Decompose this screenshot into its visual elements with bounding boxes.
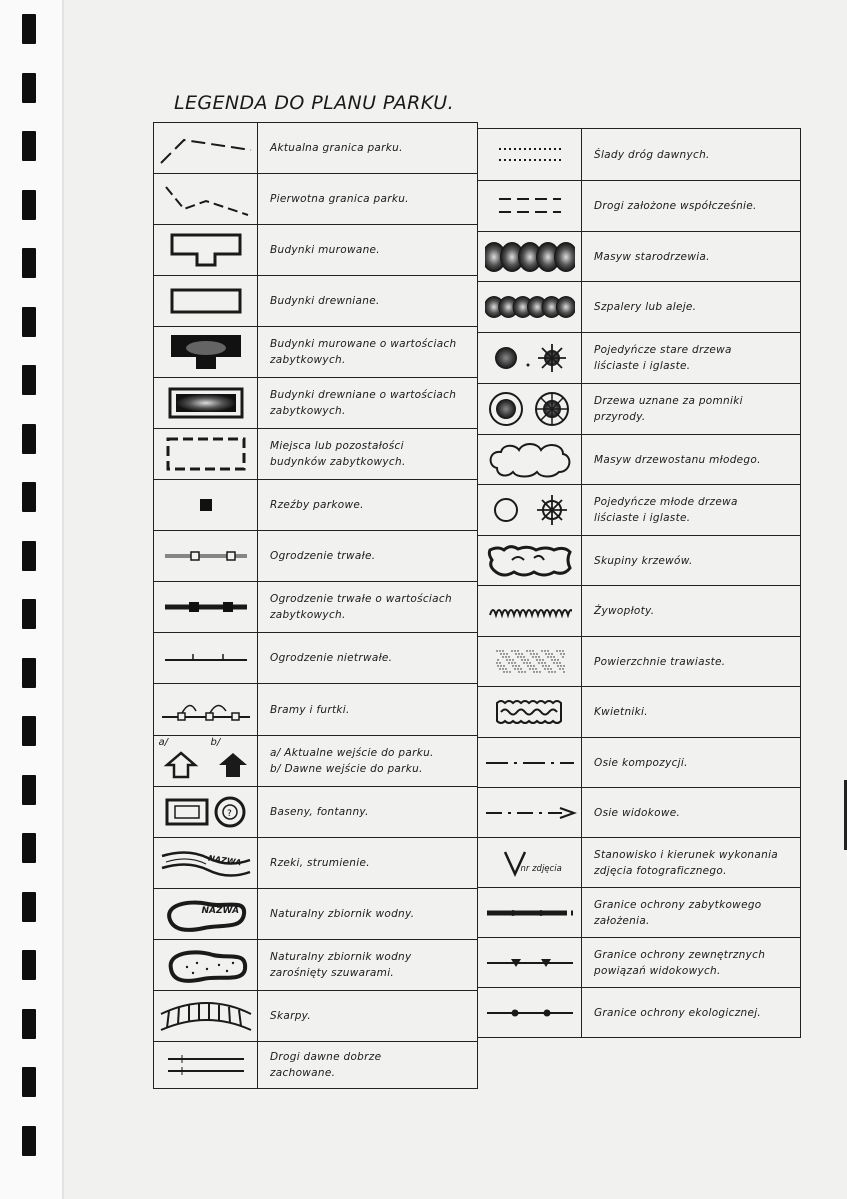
legend-symbol-cell — [153, 224, 258, 276]
legend-label: Pierwotna granica parku. — [270, 193, 409, 205]
legend-label: Granice ochrony ekologicznej. — [594, 1006, 762, 1019]
binding-spine — [0, 0, 63, 1199]
building-filled-icon — [169, 333, 243, 371]
view-axis-icon — [482, 805, 578, 821]
legend-label-cell — [257, 786, 478, 838]
photo-number-tag: nr zdjęcia — [520, 863, 562, 874]
legend-label: Drogi założone współcześnie. — [594, 200, 757, 212]
legend-symbol-cell — [477, 937, 582, 988]
legend-label: Masyw drzewostanu młodego. — [594, 453, 761, 466]
legend-label-cell — [581, 787, 801, 838]
binding-hole — [22, 73, 36, 103]
legend-label: a/ Aktualne wejście do parku. b/ Dawne wejście do parku. — [270, 747, 434, 775]
binding-hole — [22, 1126, 36, 1156]
view-boundary-icon — [483, 955, 577, 971]
binding-hole — [22, 14, 36, 44]
legend-label-cell — [257, 479, 478, 531]
binding-hole — [22, 131, 36, 161]
pool-fountain-icon — [164, 795, 248, 829]
legend-label: Osie widokowe. — [594, 806, 681, 819]
legend-symbol-cell — [153, 888, 258, 940]
binding-hole — [22, 541, 36, 571]
legend-symbol-cell — [477, 585, 582, 637]
binding-hole — [22, 599, 36, 629]
heritage-boundary-icon — [483, 907, 577, 919]
binding-hole — [22, 716, 36, 746]
legend-symbol-cell — [477, 887, 582, 938]
legend-label: Żywopłoty. — [594, 605, 655, 617]
legend-label: Ślady dróg dawnych. — [594, 148, 710, 161]
binding-hole — [22, 307, 36, 337]
legend-label-cell — [257, 888, 478, 940]
legend-label-cell — [581, 585, 801, 637]
legend-label: Skupiny krzewów. — [594, 554, 693, 567]
legend-label-cell — [257, 990, 478, 1042]
legend-label: Naturalny zbiornik wodny zarośnięty szuwarami. — [270, 951, 412, 979]
legend-label-cell — [257, 837, 478, 889]
legend-symbol-cell — [477, 128, 582, 181]
pond-icon — [162, 894, 250, 934]
legend-label-cell — [257, 173, 478, 225]
legend-label-cell — [581, 686, 801, 738]
legend-label: Osie kompozycji. — [594, 756, 688, 769]
legend-label-cell — [257, 530, 478, 582]
legend-symbol-cell — [153, 326, 258, 378]
legend-symbol-cell — [477, 180, 582, 232]
legend-label: Budynki murowane. — [270, 244, 380, 256]
photo-point-icon — [495, 846, 565, 880]
legend-label: Masyw starodrzewia. — [594, 250, 710, 263]
legend-label: Pojedyńcze młode drzewa liściaste i iglaste. — [594, 496, 738, 524]
legend-symbol-cell — [477, 231, 582, 282]
young-tree-mass-icon — [485, 440, 575, 480]
legend-symbol-cell — [153, 581, 258, 633]
legend-label: Ogrodzenie trwałe o wartościach zabytkowych. — [270, 593, 452, 621]
legend-label-cell — [257, 377, 478, 429]
legend-label-cell — [257, 735, 478, 787]
monument-trees-icon — [488, 389, 572, 429]
legend-symbol-cell — [153, 683, 258, 736]
old-trees-icon — [488, 341, 572, 375]
legend-symbol-cell — [153, 530, 258, 582]
legend-label-cell — [581, 987, 801, 1038]
legend-symbol-cell — [153, 837, 258, 889]
binding-hole — [22, 1067, 36, 1097]
legend-label-cell — [581, 535, 801, 586]
legend-symbol-cell — [477, 837, 582, 888]
legend-label: Kwietniki. — [594, 706, 648, 718]
pond-name-tag: NAZWA — [201, 906, 240, 916]
legend-label: Pojedyńcze stare drzewa liściaste i iglaste. — [594, 344, 732, 372]
legend-symbol-cell — [477, 737, 582, 788]
hedge-icon — [488, 603, 572, 619]
legend-symbol-cell — [477, 434, 582, 485]
legend-label-cell — [581, 383, 801, 435]
legend-label-cell — [257, 939, 478, 991]
fence-icon — [163, 549, 249, 563]
shrub-group-icon — [484, 542, 576, 580]
legend-label-cell — [581, 231, 801, 282]
legend-label: Bramy i furtki. — [270, 703, 350, 716]
old-tree-mass-icon — [485, 237, 575, 277]
legend-symbol-cell — [153, 939, 258, 991]
legend-label: Baseny, fontanny. — [270, 806, 369, 818]
legend-symbol-cell — [153, 786, 258, 838]
legend-symbol-cell — [153, 122, 258, 174]
legend-label: Granice ochrony zabytkowego założenia. — [594, 898, 762, 927]
legend-label-cell — [257, 275, 478, 327]
legend-symbol-cell — [477, 332, 582, 384]
binding-hole — [22, 892, 36, 922]
binding-hole — [22, 1009, 36, 1039]
binding-hole — [22, 190, 36, 220]
legend-label: Drzewa uznane za pomniki przyrody. — [594, 395, 743, 423]
binding-hole — [22, 658, 36, 688]
legend-label: Granice ochrony zewnętrznych powiązań widokowych. — [594, 948, 766, 977]
overgrown-pond-icon — [163, 945, 249, 985]
legend-label-cell — [257, 632, 478, 684]
legend-label-cell — [581, 128, 801, 181]
legend-label-cell — [581, 180, 801, 232]
legend-symbol-cell — [153, 632, 258, 684]
legend-symbol-cell — [477, 281, 582, 333]
legend-label-cell — [581, 937, 801, 988]
legend-label: Ogrodzenie trwałe. — [270, 550, 376, 562]
dashed-lines-icon — [495, 194, 565, 218]
fence-bold-icon — [163, 600, 249, 614]
binding-hole — [22, 950, 36, 980]
legend-label: Skarpy. — [270, 1010, 311, 1022]
legend-symbol-cell — [477, 787, 582, 838]
legend-label-cell — [257, 224, 478, 276]
rectangle-outline-icon — [170, 288, 242, 314]
binding-hole — [22, 365, 36, 395]
building-outline-icon — [169, 232, 243, 268]
legend-symbol-cell — [153, 275, 258, 327]
legend-label-cell — [257, 428, 478, 480]
rectangle-filled-icon — [168, 387, 244, 419]
grass-icon — [493, 647, 567, 677]
eco-boundary-icon — [483, 1007, 577, 1019]
legend-label: Budynki drewniane o wartościach zabytkowych. — [270, 389, 457, 417]
legend-label-cell — [581, 434, 801, 485]
legend-label-cell — [257, 581, 478, 633]
legend-label-cell — [581, 737, 801, 788]
binding-hole — [22, 482, 36, 512]
legend-symbol-cell — [153, 377, 258, 429]
dotted-lines-icon — [495, 144, 565, 166]
tag-b: b/ — [210, 737, 221, 748]
legend-label: Szpalery lub aleje. — [594, 301, 697, 313]
legend-label: Budynki murowane o wartościach zabytkowych. — [270, 338, 457, 366]
young-trees-icon — [488, 493, 572, 527]
legend-label: Rzeźby parkowe. — [270, 499, 364, 511]
legend-label: Miejsca lub pozostałości budynków zabytkowych. — [270, 440, 406, 468]
fence-temporary-icon — [163, 651, 249, 665]
legend-label: Aktualna granica parku. — [270, 142, 403, 154]
tree-row-icon — [485, 293, 575, 321]
legend-label: Drogi dawne dobrze zachowane. — [270, 1051, 382, 1079]
legend-symbol-cell — [153, 428, 258, 480]
svg-text:?: ? — [226, 809, 232, 819]
legend-label: Ogrodzenie nietrwałe. — [270, 652, 393, 664]
legend-symbol-cell — [477, 987, 582, 1038]
binding-hole — [22, 424, 36, 454]
legend-label-cell — [257, 122, 478, 174]
legend-symbol-cell — [477, 686, 582, 738]
flowerbed-icon — [493, 697, 567, 727]
legend-label-cell — [257, 683, 478, 736]
small-square-icon — [199, 498, 213, 512]
binding-hole — [22, 775, 36, 805]
legend-symbol-cell — [153, 479, 258, 531]
legend-symbol-cell — [153, 735, 258, 787]
old-road-icon — [164, 1053, 248, 1077]
gate-icon — [160, 695, 252, 725]
legend-label-cell — [257, 1041, 478, 1089]
legend-label-cell — [581, 837, 801, 888]
river-name-tag: NAZWA — [207, 853, 242, 868]
legend-symbol-cell — [477, 636, 582, 687]
tag-a: a/ — [158, 737, 168, 748]
legend-symbol-cell — [153, 173, 258, 225]
axis-icon — [482, 758, 578, 768]
legend-symbol-cell — [153, 1041, 258, 1089]
binding-hole — [22, 833, 36, 863]
river-icon — [158, 846, 254, 880]
dashed-line-icon — [156, 128, 256, 168]
legend-label: Powierzchnie trawiaste. — [594, 655, 726, 668]
legend-label-cell — [581, 484, 801, 536]
legend-label-cell — [581, 887, 801, 938]
entrance-arrows-icon — [158, 737, 251, 781]
escarpment-icon — [157, 996, 255, 1036]
legend-label-cell — [581, 332, 801, 384]
dashed-rectangle-icon — [165, 436, 247, 472]
legend-label: Stanowisko i kierunek wykonania zdjęcia fotograficznego. — [594, 848, 779, 877]
legend-label: Budynki drewniane. — [270, 295, 380, 307]
page-title: LEGENDA DO PLANU PARKU. — [174, 92, 455, 114]
dashed-line-icon — [156, 179, 256, 219]
legend-symbol-cell — [477, 383, 582, 435]
binding-hole — [22, 248, 36, 278]
legend-label-cell — [581, 636, 801, 687]
legend-symbol-cell — [477, 484, 582, 536]
legend-label-cell — [257, 326, 478, 378]
legend-label: Rzeki, strumienie. — [270, 857, 370, 869]
legend-label-cell — [581, 281, 801, 333]
legend-label: Naturalny zbiornik wodny. — [270, 908, 415, 920]
legend-symbol-cell — [153, 990, 258, 1042]
legend-symbol-cell — [477, 535, 582, 586]
